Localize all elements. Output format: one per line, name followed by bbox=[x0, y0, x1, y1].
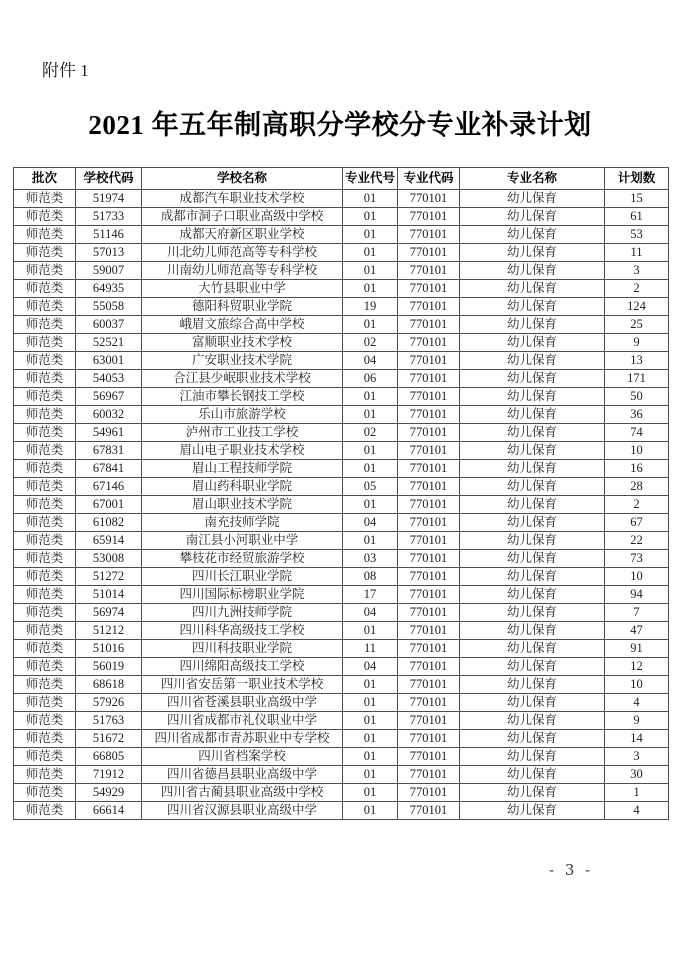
table-cell: 63001 bbox=[76, 352, 142, 370]
table-cell: 68618 bbox=[76, 676, 142, 694]
table-cell: 师范类 bbox=[14, 316, 76, 334]
table-cell: 67001 bbox=[76, 496, 142, 514]
table-row bbox=[14, 514, 669, 532]
table-cell: 01 bbox=[343, 712, 398, 730]
table-cell: 61 bbox=[605, 208, 669, 226]
table-cell: 眉山电子职业技术学校 bbox=[142, 442, 343, 460]
table-cell: 师范类 bbox=[14, 460, 76, 478]
table-cell: 67841 bbox=[76, 460, 142, 478]
table-cell: 成都天府新区职业学校 bbox=[142, 226, 343, 244]
table-cell: 川南幼儿师范高等专科学校 bbox=[142, 262, 343, 280]
table-cell: 师范类 bbox=[14, 586, 76, 604]
table-cell: 770101 bbox=[398, 532, 460, 550]
table-cell: 师范类 bbox=[14, 514, 76, 532]
table-cell: 770101 bbox=[398, 676, 460, 694]
table-cell: 幼儿保育 bbox=[460, 316, 605, 334]
table-cell: 770101 bbox=[398, 352, 460, 370]
table-cell: 770101 bbox=[398, 478, 460, 496]
column-header: 批次 bbox=[14, 168, 76, 190]
table-cell: 幼儿保育 bbox=[460, 802, 605, 820]
table-cell: 770101 bbox=[398, 658, 460, 676]
table-cell: 幼儿保育 bbox=[460, 424, 605, 442]
table-cell: 51146 bbox=[76, 226, 142, 244]
table-cell: 14 bbox=[605, 730, 669, 748]
table-cell: 幼儿保育 bbox=[460, 604, 605, 622]
table-cell: 四川九洲技师学院 bbox=[142, 604, 343, 622]
table-row bbox=[14, 442, 669, 460]
table-cell: 47 bbox=[605, 622, 669, 640]
table-cell: 53 bbox=[605, 226, 669, 244]
table-cell: 770101 bbox=[398, 460, 460, 478]
table-cell: 770101 bbox=[398, 190, 460, 208]
table-cell: 770101 bbox=[398, 640, 460, 658]
table-cell: 幼儿保育 bbox=[460, 676, 605, 694]
table-cell: 04 bbox=[343, 604, 398, 622]
table-cell: 01 bbox=[343, 802, 398, 820]
table-cell: 师范类 bbox=[14, 712, 76, 730]
table-cell: 攀枝花市经贸旅游学校 bbox=[142, 550, 343, 568]
table-cell: 师范类 bbox=[14, 208, 76, 226]
table-cell: 9 bbox=[605, 712, 669, 730]
table-cell: 1 bbox=[605, 784, 669, 802]
table-row bbox=[14, 748, 669, 766]
table-cell: 51763 bbox=[76, 712, 142, 730]
table-cell: 52521 bbox=[76, 334, 142, 352]
table-cell: 01 bbox=[343, 316, 398, 334]
table-cell: 74 bbox=[605, 424, 669, 442]
table-cell: 9 bbox=[605, 334, 669, 352]
page-number: - 3 - bbox=[549, 861, 594, 879]
table-cell: 川北幼儿师范高等专科学校 bbox=[142, 244, 343, 262]
table-cell: 94 bbox=[605, 586, 669, 604]
table-cell: 四川省档案学校 bbox=[142, 748, 343, 766]
table-cell: 南充技师学院 bbox=[142, 514, 343, 532]
table-cell: 四川科华高级技工学校 bbox=[142, 622, 343, 640]
table-cell: 01 bbox=[343, 280, 398, 298]
table-cell: 770101 bbox=[398, 388, 460, 406]
table-cell: 770101 bbox=[398, 334, 460, 352]
table-cell: 幼儿保育 bbox=[460, 334, 605, 352]
table-row bbox=[14, 190, 669, 208]
table-cell: 51212 bbox=[76, 622, 142, 640]
table-cell: 51016 bbox=[76, 640, 142, 658]
table-cell: 师范类 bbox=[14, 334, 76, 352]
table-cell: 幼儿保育 bbox=[460, 460, 605, 478]
table-cell: 01 bbox=[343, 766, 398, 784]
plan-table bbox=[13, 167, 669, 820]
table-cell: 德阳科贸职业学院 bbox=[142, 298, 343, 316]
table-row bbox=[14, 640, 669, 658]
table-cell: 01 bbox=[343, 784, 398, 802]
table-cell: 师范类 bbox=[14, 730, 76, 748]
table-cell: 05 bbox=[343, 478, 398, 496]
table-cell: 幼儿保育 bbox=[460, 568, 605, 586]
table-cell: 01 bbox=[343, 262, 398, 280]
table-cell: 广安职业技术学院 bbox=[142, 352, 343, 370]
table-cell: 71912 bbox=[76, 766, 142, 784]
table-cell: 四川省古蔺县职业高级中学校 bbox=[142, 784, 343, 802]
table-cell: 51014 bbox=[76, 586, 142, 604]
table-cell: 770101 bbox=[398, 442, 460, 460]
table-cell: 幼儿保育 bbox=[460, 262, 605, 280]
table-cell: 60037 bbox=[76, 316, 142, 334]
table-row bbox=[14, 478, 669, 496]
table-cell: 幼儿保育 bbox=[460, 190, 605, 208]
table-cell: 02 bbox=[343, 424, 398, 442]
table-row bbox=[14, 244, 669, 262]
table-cell: 01 bbox=[343, 730, 398, 748]
table-cell: 770101 bbox=[398, 748, 460, 766]
table-cell: 师范类 bbox=[14, 298, 76, 316]
table-cell: 幼儿保育 bbox=[460, 352, 605, 370]
table-cell: 22 bbox=[605, 532, 669, 550]
table-cell: 57926 bbox=[76, 694, 142, 712]
table-cell: 19 bbox=[343, 298, 398, 316]
table-cell: 770101 bbox=[398, 208, 460, 226]
table-cell: 四川省苍溪县职业高级中学 bbox=[142, 694, 343, 712]
page-title: 2021 年五年制高职分学校分专业补录计划 bbox=[88, 110, 592, 140]
table-row bbox=[14, 370, 669, 388]
column-header: 专业名称 bbox=[460, 168, 605, 190]
column-header: 专业代号 bbox=[343, 168, 398, 190]
table-cell: 师范类 bbox=[14, 424, 76, 442]
table-cell: 04 bbox=[343, 352, 398, 370]
table-row bbox=[14, 298, 669, 316]
table-cell: 幼儿保育 bbox=[460, 712, 605, 730]
table-cell: 01 bbox=[343, 694, 398, 712]
table-cell: 师范类 bbox=[14, 568, 76, 586]
table-cell: 51672 bbox=[76, 730, 142, 748]
table-row bbox=[14, 532, 669, 550]
table-cell: 师范类 bbox=[14, 496, 76, 514]
table-cell: 四川省成都市礼仪职业中学 bbox=[142, 712, 343, 730]
table-header-row bbox=[14, 168, 669, 190]
table-cell: 幼儿保育 bbox=[460, 694, 605, 712]
table-cell: 10 bbox=[605, 568, 669, 586]
table-cell: 56974 bbox=[76, 604, 142, 622]
table-row bbox=[14, 460, 669, 478]
table-cell: 师范类 bbox=[14, 550, 76, 568]
table-cell: 眉山工程技师学院 bbox=[142, 460, 343, 478]
table-cell: 770101 bbox=[398, 622, 460, 640]
table-cell: 01 bbox=[343, 406, 398, 424]
table-row bbox=[14, 802, 669, 820]
table-cell: 770101 bbox=[398, 568, 460, 586]
table-cell: 770101 bbox=[398, 730, 460, 748]
table-row bbox=[14, 208, 669, 226]
table-cell: 01 bbox=[343, 244, 398, 262]
table-cell: 124 bbox=[605, 298, 669, 316]
table-row bbox=[14, 694, 669, 712]
table-cell: 770101 bbox=[398, 550, 460, 568]
table-cell: 峨眉文旅综合高中学校 bbox=[142, 316, 343, 334]
table-cell: 师范类 bbox=[14, 532, 76, 550]
table-cell: 30 bbox=[605, 766, 669, 784]
table-cell: 91 bbox=[605, 640, 669, 658]
table-row bbox=[14, 766, 669, 784]
table-cell: 四川省汉源县职业高级中学 bbox=[142, 802, 343, 820]
table-cell: 富顺职业技术学校 bbox=[142, 334, 343, 352]
table-cell: 01 bbox=[343, 442, 398, 460]
table-cell: 55058 bbox=[76, 298, 142, 316]
table-cell: 幼儿保育 bbox=[460, 586, 605, 604]
table-cell: 幼儿保育 bbox=[460, 388, 605, 406]
table-cell: 67146 bbox=[76, 478, 142, 496]
table-cell: 13 bbox=[605, 352, 669, 370]
table-cell: 幼儿保育 bbox=[460, 514, 605, 532]
table-row bbox=[14, 262, 669, 280]
table-cell: 61082 bbox=[76, 514, 142, 532]
table-cell: 51272 bbox=[76, 568, 142, 586]
table-cell: 08 bbox=[343, 568, 398, 586]
table-cell: 7 bbox=[605, 604, 669, 622]
table-row bbox=[14, 316, 669, 334]
table-cell: 67831 bbox=[76, 442, 142, 460]
table-cell: 01 bbox=[343, 208, 398, 226]
table-cell: 师范类 bbox=[14, 370, 76, 388]
table-cell: 65914 bbox=[76, 532, 142, 550]
table-cell: 770101 bbox=[398, 712, 460, 730]
table-cell: 幼儿保育 bbox=[460, 766, 605, 784]
table-cell: 泸州市工业技工学校 bbox=[142, 424, 343, 442]
table-cell: 3 bbox=[605, 262, 669, 280]
table-cell: 770101 bbox=[398, 262, 460, 280]
table-cell: 2 bbox=[605, 280, 669, 298]
table-cell: 眉山职业技术学院 bbox=[142, 496, 343, 514]
table-cell: 06 bbox=[343, 370, 398, 388]
table-row bbox=[14, 586, 669, 604]
table-cell: 770101 bbox=[398, 244, 460, 262]
table-cell: 16 bbox=[605, 460, 669, 478]
table-row bbox=[14, 406, 669, 424]
table-cell: 幼儿保育 bbox=[460, 784, 605, 802]
table-cell: 幼儿保育 bbox=[460, 730, 605, 748]
table-cell: 江油市攀长钢技工学校 bbox=[142, 388, 343, 406]
table-cell: 15 bbox=[605, 190, 669, 208]
table-cell: 770101 bbox=[398, 298, 460, 316]
table-cell: 师范类 bbox=[14, 352, 76, 370]
table-cell: 770101 bbox=[398, 514, 460, 532]
table-cell: 51733 bbox=[76, 208, 142, 226]
table-cell: 师范类 bbox=[14, 676, 76, 694]
table-row bbox=[14, 280, 669, 298]
table-cell: 师范类 bbox=[14, 226, 76, 244]
table-cell: 幼儿保育 bbox=[460, 280, 605, 298]
table-cell: 幼儿保育 bbox=[460, 622, 605, 640]
table-cell: 28 bbox=[605, 478, 669, 496]
table-cell: 师范类 bbox=[14, 748, 76, 766]
table-cell: 四川省成都市青苏职业中专学校 bbox=[142, 730, 343, 748]
table-cell: 幼儿保育 bbox=[460, 298, 605, 316]
table-cell: 53008 bbox=[76, 550, 142, 568]
table-cell: 54053 bbox=[76, 370, 142, 388]
table-cell: 师范类 bbox=[14, 640, 76, 658]
table-cell: 770101 bbox=[398, 424, 460, 442]
table-cell: 01 bbox=[343, 388, 398, 406]
table-cell: 03 bbox=[343, 550, 398, 568]
table-row bbox=[14, 388, 669, 406]
table-cell: 01 bbox=[343, 676, 398, 694]
table-cell: 合江县少岷职业技术学校 bbox=[142, 370, 343, 388]
table-cell: 幼儿保育 bbox=[460, 496, 605, 514]
attachment-label: 附件 1 bbox=[42, 61, 89, 80]
table-cell: 师范类 bbox=[14, 262, 76, 280]
table-row bbox=[14, 712, 669, 730]
table-cell: 师范类 bbox=[14, 478, 76, 496]
table-cell: 770101 bbox=[398, 586, 460, 604]
table-cell: 770101 bbox=[398, 496, 460, 514]
table-row bbox=[14, 622, 669, 640]
table-cell: 01 bbox=[343, 190, 398, 208]
table-cell: 四川长江职业学院 bbox=[142, 568, 343, 586]
table-row bbox=[14, 676, 669, 694]
table-row bbox=[14, 424, 669, 442]
table-cell: 04 bbox=[343, 514, 398, 532]
table-cell: 四川国际标榜职业学院 bbox=[142, 586, 343, 604]
table-cell: 64935 bbox=[76, 280, 142, 298]
table-cell: 4 bbox=[605, 802, 669, 820]
table-body bbox=[14, 190, 669, 820]
table-cell: 四川省德昌县职业高级中学 bbox=[142, 766, 343, 784]
table-cell: 01 bbox=[343, 460, 398, 478]
table-cell: 51974 bbox=[76, 190, 142, 208]
table-cell: 师范类 bbox=[14, 766, 76, 784]
table-cell: 师范类 bbox=[14, 280, 76, 298]
column-header: 计划数 bbox=[605, 168, 669, 190]
table-cell: 770101 bbox=[398, 280, 460, 298]
table-cell: 66805 bbox=[76, 748, 142, 766]
table-cell: 成都汽车职业技术学校 bbox=[142, 190, 343, 208]
table-cell: 66614 bbox=[76, 802, 142, 820]
table-row bbox=[14, 226, 669, 244]
table-cell: 770101 bbox=[398, 766, 460, 784]
table-cell: 4 bbox=[605, 694, 669, 712]
table-cell: 17 bbox=[343, 586, 398, 604]
table-cell: 01 bbox=[343, 532, 398, 550]
table-cell: 幼儿保育 bbox=[460, 370, 605, 388]
table-row bbox=[14, 352, 669, 370]
table-cell: 770101 bbox=[398, 802, 460, 820]
table-row bbox=[14, 550, 669, 568]
table-cell: 59007 bbox=[76, 262, 142, 280]
table-cell: 幼儿保育 bbox=[460, 658, 605, 676]
table-cell: 师范类 bbox=[14, 406, 76, 424]
table-cell: 11 bbox=[605, 244, 669, 262]
table-cell: 师范类 bbox=[14, 694, 76, 712]
table-cell: 67 bbox=[605, 514, 669, 532]
table-cell: 50 bbox=[605, 388, 669, 406]
table-cell: 四川绵阳高级技工学校 bbox=[142, 658, 343, 676]
table-row bbox=[14, 658, 669, 676]
table-cell: 3 bbox=[605, 748, 669, 766]
table-cell: 幼儿保育 bbox=[460, 550, 605, 568]
table-row bbox=[14, 334, 669, 352]
table-cell: 幼儿保育 bbox=[460, 442, 605, 460]
table-cell: 师范类 bbox=[14, 802, 76, 820]
table-cell: 770101 bbox=[398, 406, 460, 424]
table-cell: 幼儿保育 bbox=[460, 532, 605, 550]
table-row bbox=[14, 730, 669, 748]
table-cell: 60032 bbox=[76, 406, 142, 424]
table-cell: 56967 bbox=[76, 388, 142, 406]
table-cell: 770101 bbox=[398, 694, 460, 712]
table-cell: 73 bbox=[605, 550, 669, 568]
table-cell: 770101 bbox=[398, 604, 460, 622]
table-cell: 师范类 bbox=[14, 244, 76, 262]
table-cell: 10 bbox=[605, 676, 669, 694]
column-header: 专业代码 bbox=[398, 168, 460, 190]
table-cell: 10 bbox=[605, 442, 669, 460]
table-cell: 师范类 bbox=[14, 622, 76, 640]
table-cell: 01 bbox=[343, 226, 398, 244]
table-cell: 幼儿保育 bbox=[460, 478, 605, 496]
table-cell: 54961 bbox=[76, 424, 142, 442]
table-cell: 57013 bbox=[76, 244, 142, 262]
table-cell: 师范类 bbox=[14, 784, 76, 802]
table-cell: 幼儿保育 bbox=[460, 406, 605, 424]
table-cell: 36 bbox=[605, 406, 669, 424]
table-row bbox=[14, 496, 669, 514]
table-cell: 01 bbox=[343, 496, 398, 514]
column-header: 学校代码 bbox=[76, 168, 142, 190]
table-cell: 幼儿保育 bbox=[460, 244, 605, 262]
table-cell: 770101 bbox=[398, 316, 460, 334]
table-cell: 成都市洞子口职业高级中学校 bbox=[142, 208, 343, 226]
table-cell: 四川省安岳第一职业技术学校 bbox=[142, 676, 343, 694]
table-cell: 乐山市旅游学校 bbox=[142, 406, 343, 424]
table-head bbox=[14, 168, 669, 190]
table-cell: 师范类 bbox=[14, 190, 76, 208]
table-cell: 幼儿保育 bbox=[460, 226, 605, 244]
table-cell: 770101 bbox=[398, 370, 460, 388]
table-row bbox=[14, 604, 669, 622]
table-cell: 02 bbox=[343, 334, 398, 352]
table-cell: 54929 bbox=[76, 784, 142, 802]
column-header: 学校名称 bbox=[142, 168, 343, 190]
table-cell: 师范类 bbox=[14, 388, 76, 406]
table-cell: 师范类 bbox=[14, 658, 76, 676]
table-cell: 幼儿保育 bbox=[460, 208, 605, 226]
table-cell: 师范类 bbox=[14, 442, 76, 460]
table-cell: 幼儿保育 bbox=[460, 640, 605, 658]
table-cell: 12 bbox=[605, 658, 669, 676]
table-cell: 01 bbox=[343, 748, 398, 766]
table-cell: 56019 bbox=[76, 658, 142, 676]
table-cell: 师范类 bbox=[14, 604, 76, 622]
table-cell: 11 bbox=[343, 640, 398, 658]
table-row bbox=[14, 568, 669, 586]
table-cell: 四川科技职业学院 bbox=[142, 640, 343, 658]
table-cell: 2 bbox=[605, 496, 669, 514]
table-cell: 770101 bbox=[398, 784, 460, 802]
table-cell: 770101 bbox=[398, 226, 460, 244]
table-cell: 171 bbox=[605, 370, 669, 388]
table-cell: 25 bbox=[605, 316, 669, 334]
table-cell: 01 bbox=[343, 622, 398, 640]
table-row bbox=[14, 784, 669, 802]
table-cell: 幼儿保育 bbox=[460, 748, 605, 766]
table-cell: 大竹县职业中学 bbox=[142, 280, 343, 298]
table-cell: 04 bbox=[343, 658, 398, 676]
table-cell: 眉山药科职业学院 bbox=[142, 478, 343, 496]
table-cell: 南江县小河职业中学 bbox=[142, 532, 343, 550]
